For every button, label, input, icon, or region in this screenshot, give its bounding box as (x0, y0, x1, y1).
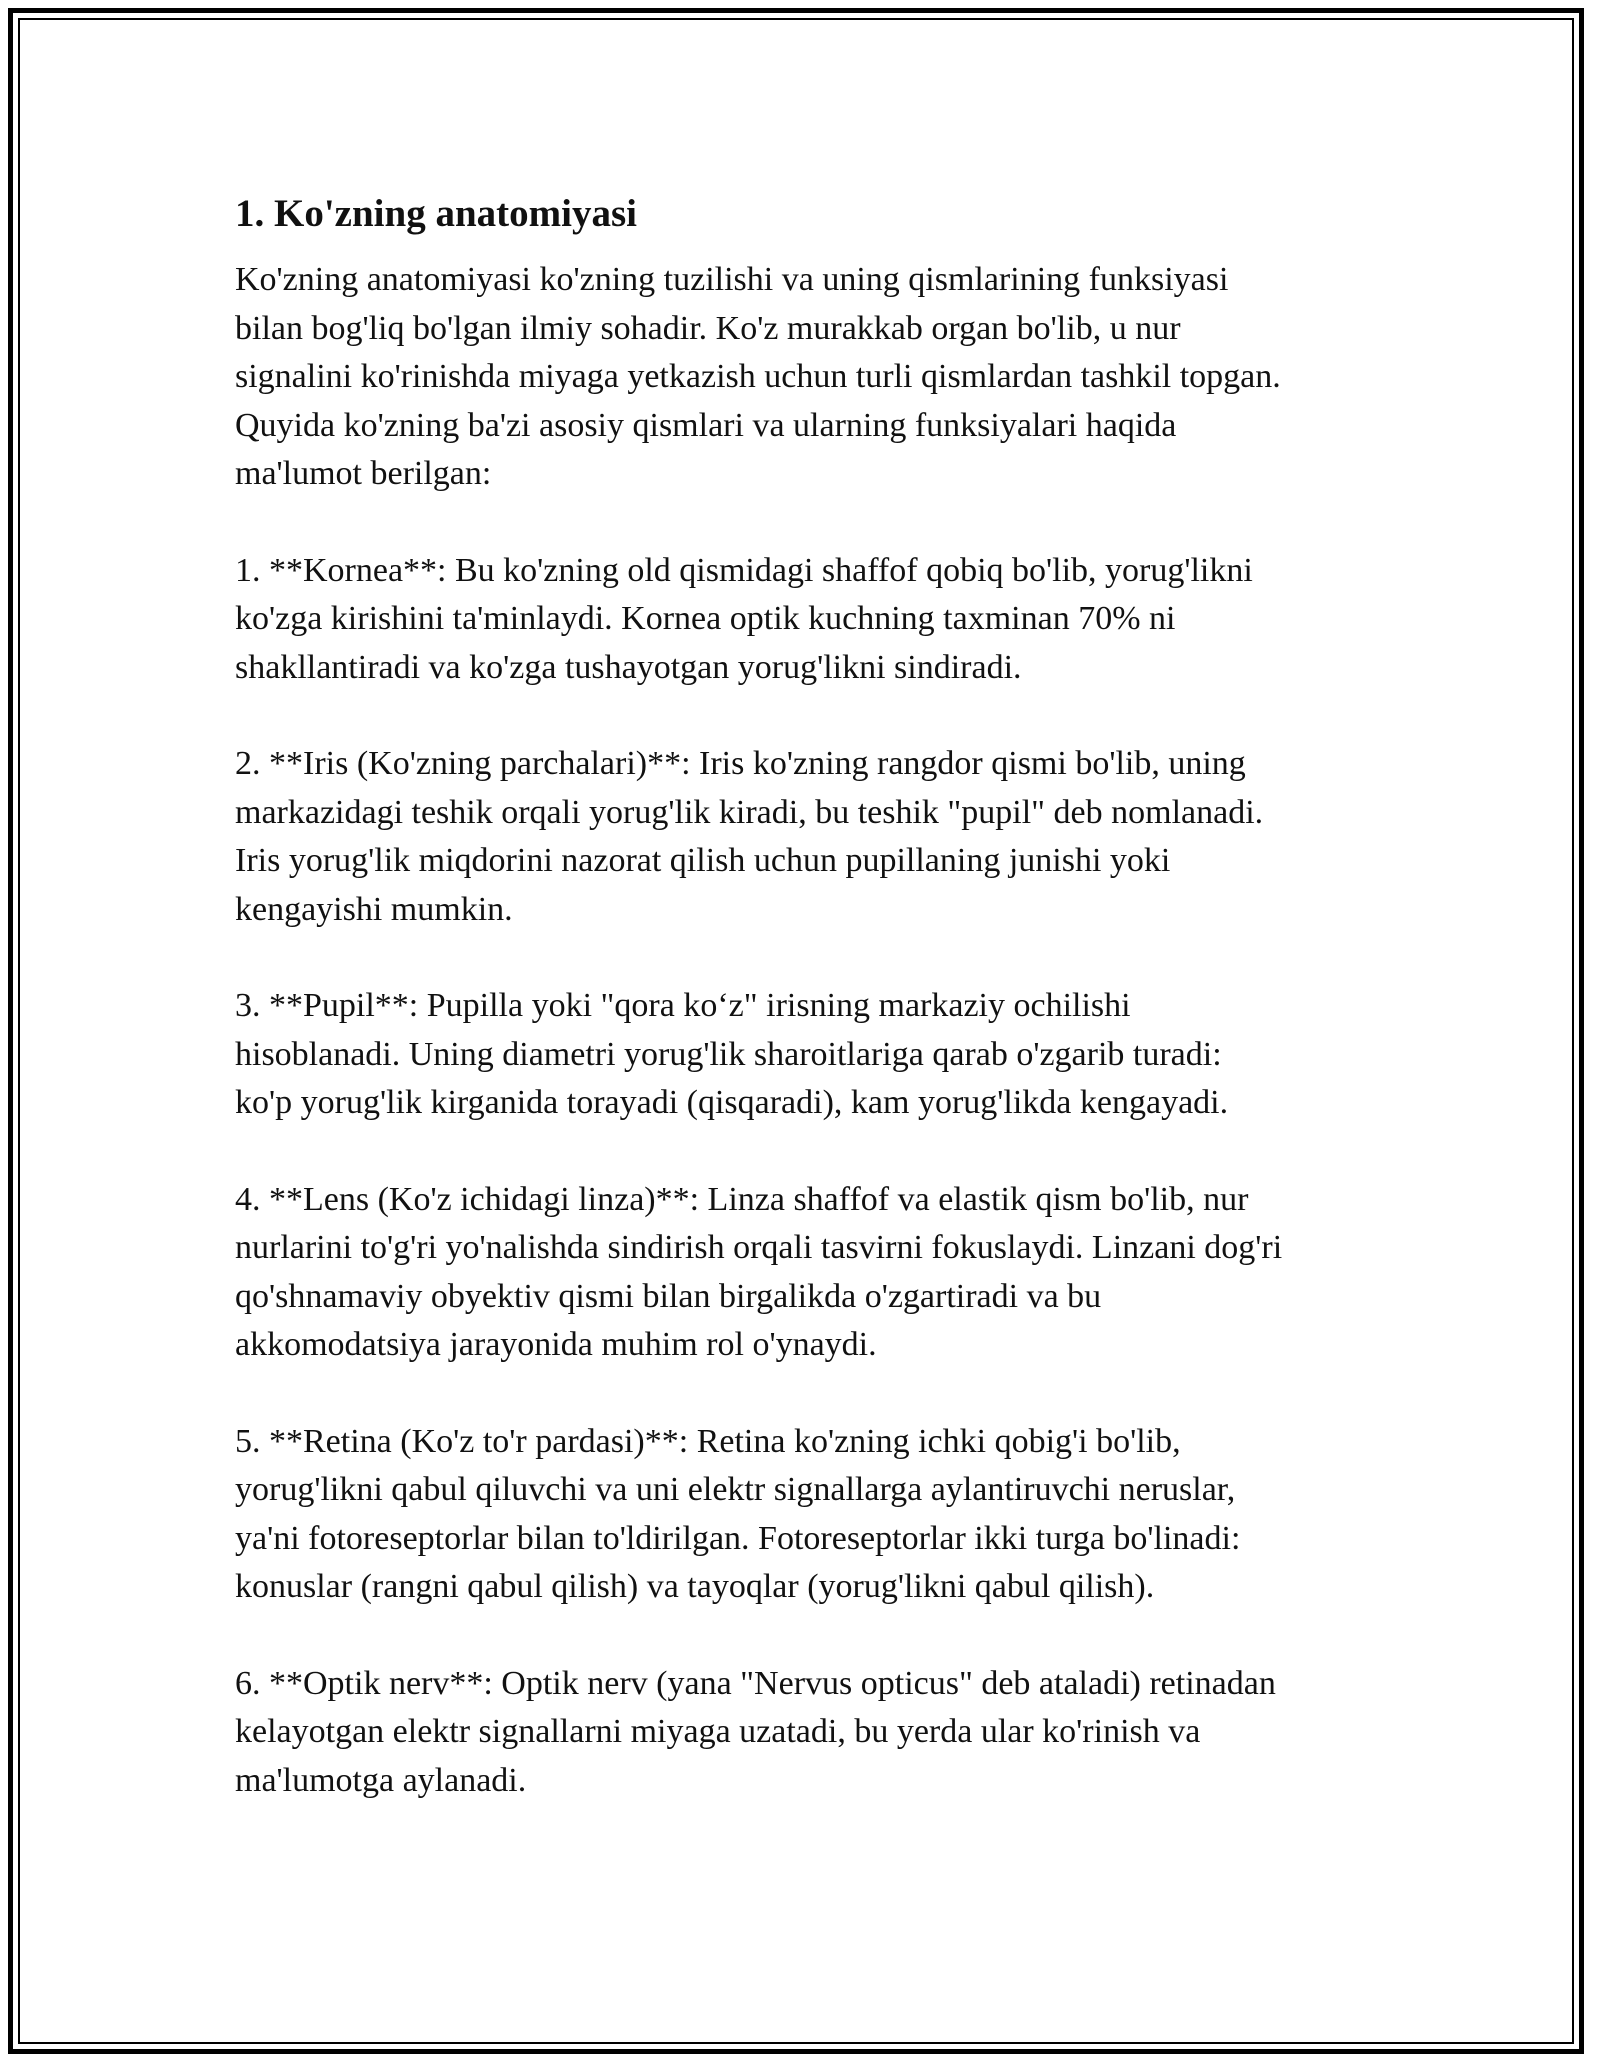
paragraph-line: markazidagi teshik orqali yorug'lik kiradi, bu teshik "pupil" deb nomlanadi. (235, 793, 1264, 831)
paragraph-line: 2. **Iris (Ko'zning parchalari)**: Iris ko'zning rangdor qismi bo'lib, uning (235, 745, 1246, 782)
paragraph-line: qo'shnamaviy obyektiv qismi bilan birgalikda o'zgartiradi va bu (235, 1277, 1102, 1315)
paragraph-line: hisoblanadi. Uning diametri yorug'lik sharoitlariga qarab o'zgarib turadi: (235, 1035, 1222, 1073)
paragraph-line: ko'p yorug'lik kirganida torayadi (qisqaradi), kam yorug'likda kengayadi. (235, 1084, 1229, 1121)
paragraph-line: konuslar (rangni qabul qilish) va tayoqlar (yorug'likni qabul qilish). (235, 1568, 1155, 1605)
paragraph-line: 6. **Optik nerv**: Optik nerv (yana "Nervus opticus" deb ataladi) retinadan (235, 1664, 1276, 1702)
paragraph-line: Iris yorug'lik miqdorini nazorat qilish uchun pupillaning junishi yoki (235, 842, 1171, 879)
paragraph-line: 1. **Kornea**: Bu ko'zning old qismidagi shaffof qobiq bo'lib, yorug'likni (235, 551, 1253, 589)
paragraph-line: kengayishi mumkin. (235, 890, 513, 928)
paragraph-line: yorug'likni qabul qiluvchi va uni elektr signallarga aylantiruvchi neruslar, (235, 1471, 1236, 1508)
section-heading: 1. Ko'zning anatomiyasi (235, 192, 637, 235)
paragraph-line: Ko'zning anatomiyasi ko'zning tuzilishi va uning qismlarining funksiyasi (235, 261, 1229, 298)
paragraph-line: ya'ni fotoreseptorlar bilan to'ldirilgan. Fotoreseptorlar ikki turga bo'linadi: (235, 1519, 1241, 1557)
item-optik-nerv (235, 1660, 1385, 1806)
paragraph-line: nurlarini to'g'ri yo'nalishda sindirish orqali tasvirni fokuslaydi. Linzani dog'ri (235, 1229, 1283, 1266)
paragraph-line: kelayotgan elektr signallarni miyaga uzatadi, bu yerda ular ko'rinish va (235, 1713, 1201, 1750)
paragraph-line: shakllantiradi va ko'zga tushayotgan yorug'likni sindiradi. (235, 648, 1022, 686)
item-retina (235, 1418, 1385, 1612)
item-iris (235, 740, 1385, 934)
paragraph-line: 5. **Retina (Ko'z to'r pardasi)**: Retina ko'zning ichki qobig'i bo'lib, (235, 1422, 1181, 1460)
paragraph-line: akkomodatsiya jarayonida muhim rol o'ynaydi. (235, 1326, 877, 1363)
paragraph-line: ma'lumot berilgan: (235, 455, 492, 492)
paragraph-line: ma'lumotga aylanadi. (235, 1761, 527, 1799)
paragraph-line: 4. **Lens (Ko'z ichidagi linza)**: Linza shaffof va elastik qism bo'lib, nur (235, 1180, 1249, 1218)
paragraph-line: signalini ko'rinishda miyaga yetkazish uchun turli qismlardan tashkil topgan. (235, 358, 1281, 395)
document-body (235, 186, 1385, 1853)
paragraph-line: ko'zga kirishini ta'minlaydi. Kornea optik kuchning taxminan 70% ni (235, 600, 1176, 637)
item-pupil (235, 982, 1385, 1128)
intro-paragraph (235, 256, 1385, 499)
item-kornea (235, 547, 1385, 693)
paragraph-line: 3. **Pupil**: Pupilla yoki "qora ko‘z" irisning markaziy ochilishi (235, 987, 1131, 1024)
paragraph-line: bilan bog'liq bo'lgan ilmiy sohadir. Ko'z murakkab organ bo'lib, u nur (235, 309, 1181, 347)
item-lens (235, 1176, 1385, 1370)
paragraph-line: Quyida ko'zning ba'zi asosiy qismlari va ularning funksiyalari haqida (235, 406, 1177, 444)
